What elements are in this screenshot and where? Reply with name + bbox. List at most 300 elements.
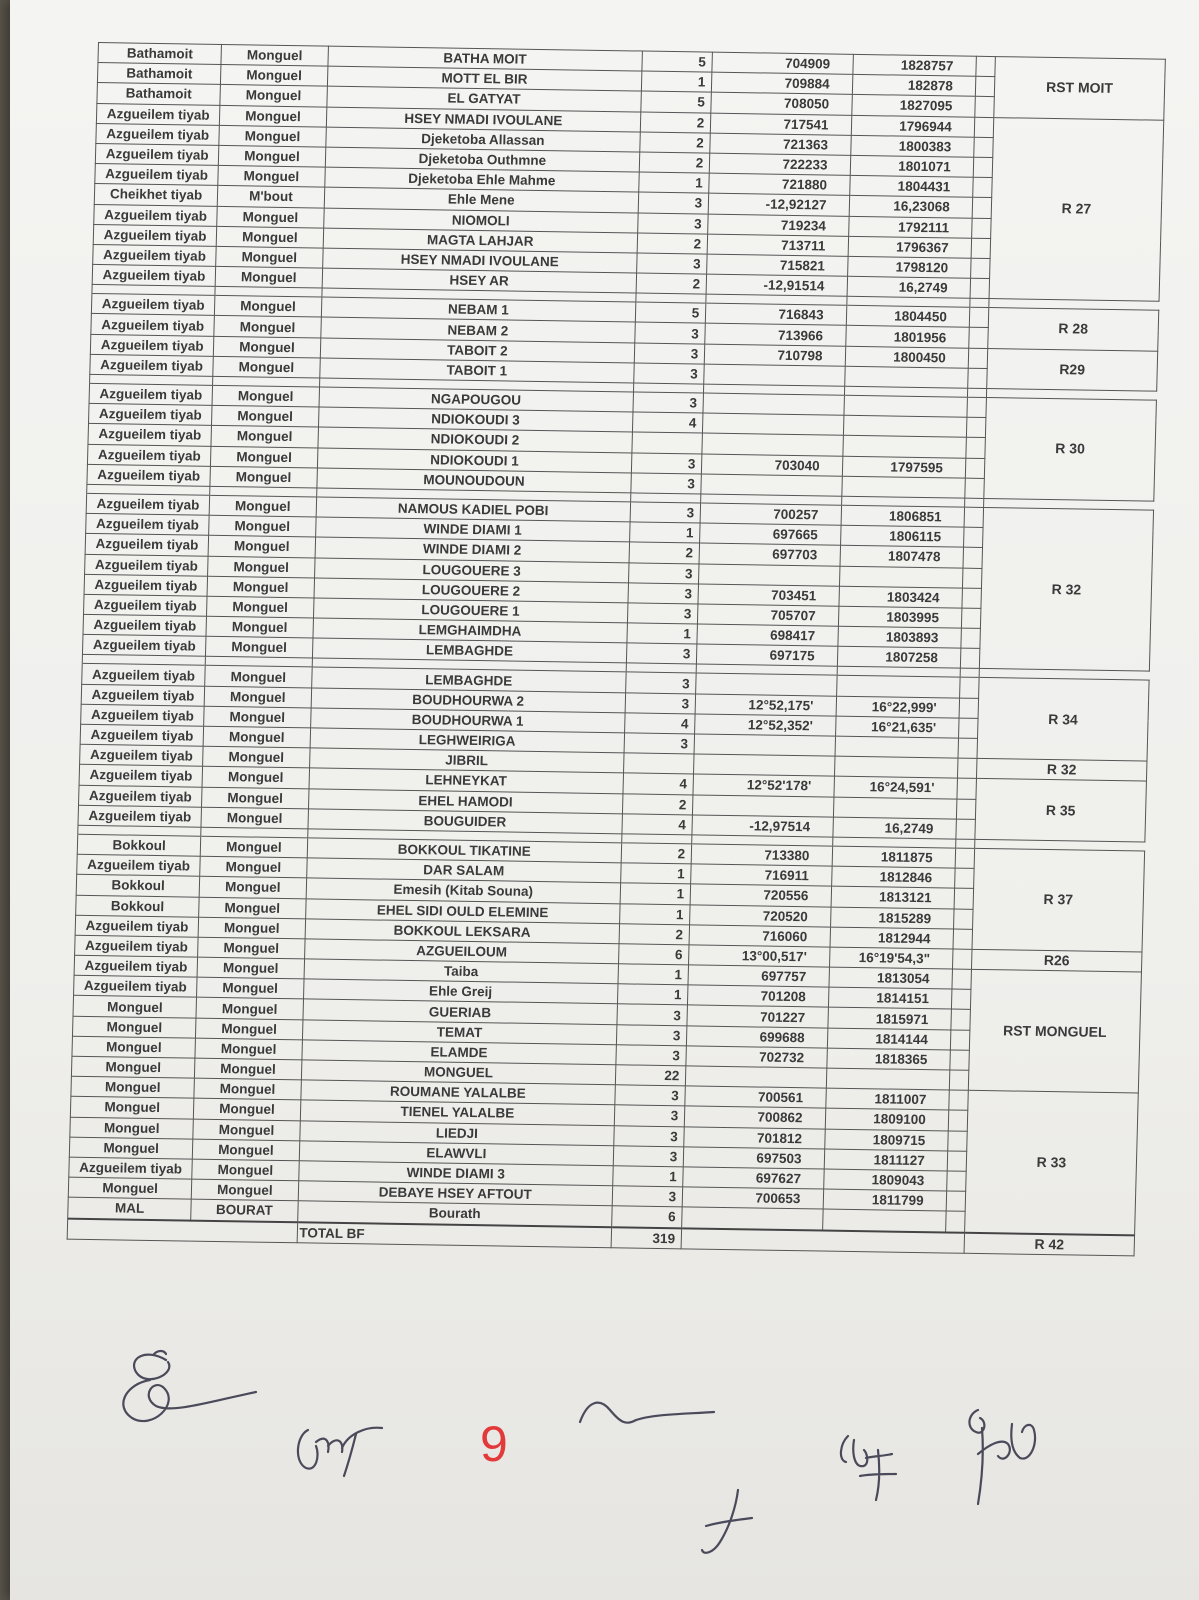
- spacer-cell: [969, 328, 989, 348]
- moughataa-cell: Monguel: [196, 998, 303, 1020]
- coord-x-cell: [701, 474, 842, 496]
- spacer-cell: [952, 969, 972, 989]
- commune-cell: Azgueilem tiyab: [74, 975, 198, 997]
- count-cell: 3: [614, 1105, 685, 1126]
- locality-cell: EHEL HAMODI: [308, 788, 623, 813]
- spacer-cell: [976, 56, 996, 76]
- count-cell: 3: [616, 1045, 687, 1066]
- coord-y-cell: [841, 476, 965, 498]
- moughataa-cell: Monguel: [213, 356, 320, 378]
- commune-cell: Azgueilem tiyab: [95, 164, 219, 186]
- locality-cell: WINDE DIAMI 1: [315, 517, 630, 542]
- total-label: TOTAL BF: [297, 1222, 612, 1248]
- commune-cell: Azgueilem tiyab: [94, 204, 218, 226]
- moughataa-cell: Monguel: [194, 1078, 301, 1100]
- commune-cell: Azgueilem tiyab: [87, 444, 211, 466]
- count-cell: 3: [628, 603, 699, 624]
- moughataa-cell: Monguel: [200, 856, 307, 878]
- coord-y-cell: 1796367: [848, 236, 972, 258]
- coord-y-cell: 1809043: [823, 1169, 947, 1191]
- moughataa-cell: Monguel: [209, 495, 316, 517]
- coord-x-cell: 697503: [683, 1147, 824, 1169]
- commune-cell: Azgueilem tiyab: [96, 103, 220, 125]
- spacer-cell: [959, 678, 979, 698]
- coord-y-cell: 16°21,635': [835, 716, 959, 738]
- coord-x-cell: [693, 795, 834, 817]
- coord-y-cell: 1818365: [826, 1048, 950, 1070]
- locality-cell: TABOIT 1: [319, 358, 634, 383]
- signature-3: [574, 1390, 724, 1440]
- coord-y-cell: 16,2749: [847, 276, 971, 298]
- coord-x-cell: [704, 364, 845, 386]
- coord-x-cell: 716911: [691, 864, 832, 886]
- coord-x-cell: 697175: [697, 644, 838, 666]
- moughataa-cell: Monguel: [216, 246, 323, 268]
- moughataa-cell: BOURAT: [191, 1199, 298, 1221]
- locality-cell: MOTT EL BIR: [327, 66, 642, 91]
- coord-y-cell: 182878: [852, 75, 976, 97]
- moughataa-cell: Monguel: [199, 897, 306, 919]
- coord-y-cell: 1827095: [851, 95, 975, 117]
- count-cell: 1: [621, 863, 692, 884]
- count-cell: 3: [628, 583, 699, 604]
- spacer-cell: [956, 799, 976, 819]
- spacer-cell: [957, 778, 977, 798]
- spacer-cell: [948, 1110, 968, 1130]
- commune-cell: Bokkoul: [76, 875, 200, 897]
- coord-x-cell: 702732: [686, 1046, 827, 1068]
- moughataa-cell: Monguel: [211, 446, 318, 468]
- spacer-cell: [971, 238, 991, 258]
- moughataa-cell: Monguel: [198, 917, 305, 939]
- commune-cell: Azgueilem tiyab: [84, 594, 208, 616]
- moughataa-cell: Monguel: [195, 1058, 302, 1080]
- route-label-cell: R 32: [976, 759, 1147, 782]
- count-cell: 6: [612, 1206, 683, 1228]
- coord-y-cell: [843, 395, 967, 417]
- route-label-cell: R 28: [988, 308, 1159, 351]
- locality-cell: TEMAT: [302, 1019, 617, 1044]
- commune-cell: Azgueilem tiyab: [92, 265, 216, 287]
- spacer-cell: [958, 718, 978, 738]
- count-cell: 1: [613, 1166, 684, 1187]
- coord-x-cell: 13°00,517': [689, 945, 830, 967]
- moughataa-cell: Monguel: [197, 957, 304, 979]
- moughataa-cell: Monguel: [197, 977, 304, 999]
- separator-cell: [960, 669, 979, 678]
- coord-y-cell: 1813121: [831, 886, 955, 908]
- coord-y-cell: 1809100: [825, 1108, 949, 1130]
- spacer-cell: [958, 738, 978, 758]
- coord-x-cell: -12,91514: [706, 274, 847, 296]
- count-cell: 3: [629, 562, 700, 583]
- signature-5: [830, 1430, 910, 1510]
- coord-y-cell: [834, 756, 958, 778]
- locality-cell: Taiba: [304, 959, 619, 984]
- moughataa-cell: Monguel: [212, 406, 319, 428]
- spacer-cell: [952, 949, 972, 969]
- locality-cell: DEBAYE HSEY AFTOUT: [298, 1181, 613, 1206]
- commune-cell: Azgueilem tiyab: [74, 955, 198, 977]
- coord-x-cell: 720556: [690, 884, 831, 906]
- coord-y-cell: 1800383: [850, 135, 974, 157]
- moughataa-cell: Monguel: [208, 556, 315, 578]
- moughataa-cell: Monguel: [204, 686, 311, 708]
- moughataa-cell: Monguel: [209, 515, 316, 537]
- coord-y-cell: 1813054: [828, 967, 952, 989]
- coord-x-cell: 716843: [706, 303, 847, 325]
- count-cell: 3: [615, 1085, 686, 1106]
- locality-cell: LIEDJI: [299, 1120, 614, 1145]
- count-cell: 3: [634, 363, 705, 384]
- page-number: 9: [480, 1416, 508, 1472]
- spacer-cell: [955, 848, 975, 868]
- signature-6: [954, 1404, 1044, 1514]
- coord-x-cell: 701227: [687, 1005, 828, 1027]
- coord-x-cell: [703, 393, 844, 415]
- locality-cell: TABOIT 2: [320, 338, 635, 363]
- commune-cell: Azgueilem tiyab: [96, 123, 220, 145]
- commune-cell: Bokkoul: [77, 834, 201, 856]
- locality-cell: ROUMANE YALALBE: [300, 1080, 615, 1105]
- spacer-cell: [963, 527, 983, 547]
- coord-y-cell: 1806851: [841, 505, 965, 527]
- commune-cell: Azgueilem tiyab: [69, 1157, 193, 1179]
- count-cell: 3: [633, 392, 704, 413]
- locality-cell: WINDE DIAMI 3: [298, 1161, 613, 1186]
- commune-cell: Azgueilem tiyab: [95, 143, 219, 165]
- moughataa-cell: Monguel: [191, 1179, 298, 1201]
- count-cell: 3: [634, 343, 705, 364]
- coord-x-cell: 713966: [705, 324, 846, 346]
- spacer-cell: [954, 868, 974, 888]
- moughataa-cell: Monguel: [212, 385, 319, 407]
- count-cell: 3: [631, 473, 702, 494]
- moughataa-cell: Monguel: [207, 576, 314, 598]
- commune-cell: Azgueilem tiyab: [89, 383, 213, 405]
- moughataa-cell: Monguel: [198, 937, 305, 959]
- count-cell: 2: [621, 843, 692, 864]
- separator-cell: [970, 298, 989, 307]
- commune-cell: Azgueilem tiyab: [85, 534, 209, 556]
- locality-cell: ELAMDE: [301, 1040, 616, 1065]
- spacer-cell: [950, 1050, 970, 1070]
- locality-cell: Emesih (Kitab Souna): [306, 878, 621, 903]
- locality-cell: NDIOKOUDI 1: [317, 448, 632, 473]
- spacer-cell: [973, 157, 993, 177]
- route-label-cell: R 37: [972, 848, 1145, 952]
- count-cell: 2: [640, 132, 711, 153]
- coord-y-cell: 1815971: [827, 1008, 951, 1030]
- commune-cell: Azgueilem tiyab: [91, 294, 215, 316]
- count-cell: [632, 432, 703, 453]
- separator-cell: [955, 839, 974, 848]
- coord-x-cell: 701208: [688, 985, 829, 1007]
- count-cell: 3: [617, 1004, 688, 1025]
- coord-x-cell: 703451: [698, 584, 839, 606]
- coord-y-cell: [843, 415, 967, 437]
- coord-y-cell: 1803893: [837, 626, 961, 648]
- commune-cell: Azgueilem tiyab: [87, 464, 211, 486]
- route-label-cell: R 35: [975, 779, 1147, 842]
- count-cell: 1: [620, 903, 691, 924]
- commune-cell: Azgueilem tiyab: [85, 554, 209, 576]
- count-cell: 1: [618, 964, 689, 985]
- commune-cell: Azgueilem tiyab: [86, 493, 210, 515]
- commune-cell: Azgueilem tiyab: [81, 704, 205, 726]
- commune-cell: Bathamoit: [98, 43, 222, 65]
- paper-sheet: [10, 0, 1199, 1600]
- coord-x-cell: 721363: [710, 133, 851, 155]
- count-cell: 2: [619, 923, 690, 944]
- moughataa-cell: Monguel: [196, 1018, 303, 1040]
- spacer-cell: [946, 1191, 966, 1211]
- spacer-cell: [961, 628, 981, 648]
- moughataa-cell: Monguel: [208, 536, 315, 558]
- locality-cell: Ehle Greij: [303, 979, 618, 1004]
- count-cell: 3: [626, 672, 697, 693]
- locality-cell: NEBAM 1: [321, 297, 636, 322]
- coord-x-cell: 708050: [711, 93, 852, 115]
- moughataa-cell: Monguel: [219, 145, 326, 167]
- route-label-cell: R29: [987, 348, 1158, 391]
- signature-1: [106, 1340, 276, 1440]
- coord-x-cell: -12,97514: [692, 815, 833, 837]
- commune-cell: Azgueilem tiyab: [82, 664, 206, 686]
- count-cell: 2: [640, 112, 711, 133]
- commune-cell: Azgueilem tiyab: [90, 354, 214, 376]
- coord-y-cell: 1807478: [840, 546, 964, 568]
- spacer-cell: [967, 368, 987, 388]
- coord-y-cell: 1812846: [831, 866, 955, 888]
- count-cell: 5: [635, 302, 706, 323]
- spacer-cell: [953, 929, 973, 949]
- locality-cell: EHEL SIDI OULD ELEMINE: [305, 898, 620, 923]
- commune-cell: Azgueilem tiyab: [90, 334, 214, 356]
- coord-y-cell: 1828757: [852, 54, 976, 76]
- coord-x-cell: 697627: [683, 1167, 824, 1189]
- commune-cell: Azgueilem tiyab: [89, 404, 213, 426]
- moughataa-cell: Monguel: [211, 426, 318, 448]
- locality-cell: LEMBAGHDE: [312, 638, 627, 663]
- spacer-cell: [970, 258, 990, 278]
- coord-y-cell: 16,23068: [849, 196, 973, 218]
- commune-cell: Azgueilem tiyab: [93, 244, 217, 266]
- locality-cell: LEMGHAIMDHA: [312, 618, 627, 643]
- locality-cell: MOUNOUDOUN: [316, 468, 631, 493]
- spacer-cell: [968, 348, 988, 368]
- coord-x-cell: 722233: [709, 153, 850, 175]
- moughataa-cell: Monguel: [220, 105, 327, 127]
- coord-x-cell: 700653: [682, 1187, 823, 1209]
- coord-y-cell: [835, 736, 959, 758]
- moughataa-cell: Monguel: [203, 746, 310, 768]
- coord-y-cell: 1812944: [830, 927, 954, 949]
- spacer-cell: [972, 198, 992, 218]
- coord-y-cell: 1797595: [842, 456, 966, 478]
- coord-y-cell: [833, 797, 957, 819]
- commune-cell: Monguel: [70, 1097, 194, 1119]
- locality-cell: BOUGUIDER: [307, 809, 622, 834]
- locality-cell: BOKKOUL TIKATINE: [307, 838, 622, 863]
- locality-cell: NEBAM 2: [320, 317, 635, 342]
- coord-x-cell: -12,92127: [708, 193, 849, 215]
- count-cell: 3: [613, 1145, 684, 1166]
- coord-x-cell: 710798: [704, 344, 845, 366]
- separator-cell: [967, 388, 986, 397]
- coord-y-cell: 16,2749: [832, 817, 956, 839]
- coord-x-cell: [694, 754, 835, 776]
- moughataa-cell: Monguel: [192, 1159, 299, 1181]
- coord-y-cell: 1792111: [848, 216, 972, 238]
- coord-y-cell: [842, 436, 966, 458]
- commune-cell: Azgueilem tiyab: [78, 805, 202, 827]
- commune-cell: Monguel: [71, 1056, 195, 1078]
- count-cell: 3: [625, 692, 696, 713]
- spacer-cell: [948, 1131, 968, 1151]
- coord-y-cell: 1803995: [838, 606, 962, 628]
- coord-y-cell: [839, 566, 963, 588]
- commune-cell: Monguel: [73, 996, 197, 1018]
- coord-y-cell: 1798120: [847, 256, 971, 278]
- coord-x-cell: 699688: [687, 1026, 828, 1048]
- commune-cell: Azgueilem tiyab: [84, 574, 208, 596]
- count-cell: 2: [623, 793, 694, 814]
- moughataa-cell: Monguel: [210, 466, 317, 488]
- moughataa-cell: Monguel: [203, 726, 310, 748]
- spacer-cell: [969, 307, 989, 327]
- locality-cell: AZGUEILOUM: [304, 939, 619, 964]
- coord-y-cell: 16°24,591': [833, 777, 957, 799]
- route-label-cell: R 42: [964, 1232, 1135, 1255]
- spacer-cell: [949, 1070, 969, 1090]
- commune-cell: Azgueilem tiyab: [88, 424, 212, 446]
- moughataa-cell: Monguel: [202, 767, 309, 789]
- spacer-cell: [966, 417, 986, 437]
- locality-cell: LEHNEYKAT: [309, 768, 624, 793]
- commune-cell: Monguel: [72, 1036, 196, 1058]
- locality-cell: MONGUEL: [301, 1060, 616, 1085]
- route-label-cell: R 32: [979, 507, 1153, 671]
- coord-x-cell: [694, 734, 835, 756]
- route-label-cell: RST MOIT: [994, 57, 1166, 120]
- coord-y-cell: 1811007: [825, 1088, 949, 1110]
- spacer-cell: [961, 608, 981, 628]
- coord-x-cell: 700257: [700, 503, 841, 525]
- spacer-cell: [971, 218, 991, 238]
- locality-cell: Djeketoba Ehle Mahme: [324, 167, 639, 192]
- spacer-cell: [956, 819, 976, 839]
- separator-cell: [964, 498, 983, 507]
- count-cell: 1: [630, 522, 701, 543]
- commune-cell: Azgueilem tiyab: [79, 785, 203, 807]
- count-cell: 1: [639, 172, 710, 193]
- count-cell: 3: [638, 213, 709, 234]
- moughataa-cell: Monguel: [215, 266, 322, 288]
- document-table-area: [79, 42, 1166, 1252]
- commune-cell: Bokkoul: [76, 895, 200, 917]
- coord-x-cell: 12°52,175': [695, 694, 836, 716]
- locality-cell: LEGHWEIRIGA: [310, 728, 625, 753]
- locality-cell: LOUGOUERE 3: [314, 557, 629, 582]
- commune-cell: Monguel: [72, 1016, 196, 1038]
- locality-cell: BOUDHOURWA 2: [311, 688, 626, 713]
- count-cell: 3: [616, 1024, 687, 1045]
- count-cell: 1: [641, 71, 712, 92]
- spacer-cell: [963, 547, 983, 567]
- spacer-cell: [965, 458, 985, 478]
- commune-cell: Azgueilem tiyab: [81, 684, 205, 706]
- coord-y-cell: 1814151: [828, 987, 952, 1009]
- count-cell: 3: [614, 1125, 685, 1146]
- route-label-cell: R 30: [984, 397, 1157, 501]
- coord-y-cell: [844, 366, 968, 388]
- locality-cell: HSEY AR: [322, 268, 637, 293]
- coord-x-cell: 697665: [700, 523, 841, 545]
- locality-cell: DAR SALAM: [306, 858, 621, 883]
- coord-y-cell: 1796944: [851, 115, 975, 137]
- commune-cell: Bathamoit: [97, 83, 221, 105]
- coord-x-cell: 713711: [707, 234, 848, 256]
- coord-x-cell: 719234: [708, 214, 849, 236]
- coord-y-cell: 1809715: [824, 1129, 948, 1151]
- coord-y-cell: 16°22,999': [836, 696, 960, 718]
- spacer-cell: [972, 177, 992, 197]
- coord-y-cell: 1801956: [845, 326, 969, 348]
- spacer-cell: [953, 909, 973, 929]
- commune-cell: Azgueilem tiyab: [80, 744, 204, 766]
- moughataa-cell: Monguel: [219, 125, 326, 147]
- moughataa-cell: Monguel: [194, 1099, 301, 1121]
- spacer-cell: [950, 1030, 970, 1050]
- moughataa-cell: Monguel: [193, 1139, 300, 1161]
- count-cell: 5: [642, 51, 713, 72]
- coord-x-cell: 715821: [707, 254, 848, 276]
- moughataa-cell: Monguel: [201, 807, 308, 829]
- commune-cell: Monguel: [71, 1076, 195, 1098]
- coord-y-cell: 1814144: [827, 1028, 951, 1050]
- locality-cell: LEMBAGHDE: [311, 667, 626, 692]
- moughataa-cell: Monguel: [195, 1038, 302, 1060]
- locality-cell: LOUGOUERE 2: [314, 578, 629, 603]
- spacer-cell: [954, 888, 974, 908]
- spacer-cell: [951, 1009, 971, 1029]
- coord-x-cell: 697703: [699, 543, 840, 565]
- moughataa-cell: Monguel: [199, 877, 306, 899]
- spacer-cell: [946, 1171, 966, 1191]
- spacer-cell: [974, 117, 994, 137]
- commune-cell: Azgueilem tiyab: [91, 314, 215, 336]
- locality-cell: MAGTA LAHJAR: [323, 228, 638, 253]
- count-cell: 3: [631, 453, 702, 474]
- count-cell: 6: [619, 944, 690, 965]
- coord-y-cell: 1806115: [840, 525, 964, 547]
- locality-cell: TIENEL YALALBE: [300, 1100, 615, 1125]
- route-label-cell: RST MONGUEL: [968, 969, 1141, 1093]
- commune-cell: Azgueilem tiyab: [86, 513, 210, 535]
- moughataa-cell: Monguel: [193, 1119, 300, 1141]
- locality-cell: HSEY NMADI IVOULANE: [322, 248, 637, 273]
- coord-x-cell: 705707: [698, 604, 839, 626]
- locality-cell: Ehle Mene: [324, 187, 639, 212]
- commune-cell: Monguel: [69, 1137, 193, 1159]
- coord-x-cell: [696, 673, 837, 695]
- locality-cell: BATHA MOIT: [327, 46, 642, 71]
- coord-x-cell: 12°52,352': [695, 714, 836, 736]
- commune-cell: Azgueilem tiyab: [79, 765, 203, 787]
- count-cell: 2: [629, 542, 700, 563]
- route-label-cell: R26: [971, 949, 1142, 972]
